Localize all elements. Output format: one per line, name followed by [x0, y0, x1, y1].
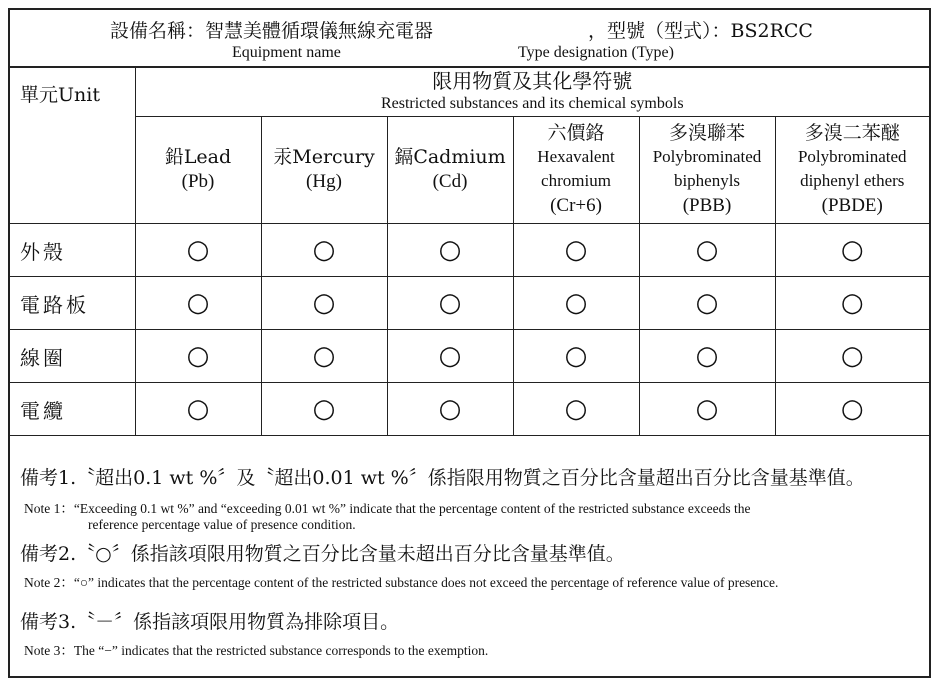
column-symbol: (Cd) [432, 171, 468, 192]
column-lead [135, 117, 261, 224]
restricted-substances-table [10, 66, 929, 436]
column-name-en: Polybrominated diphenyl ethers [797, 147, 907, 190]
column-name-zh: 多溴二苯醚 [804, 122, 900, 144]
column-symbol: (PBB) [682, 195, 732, 216]
compliance-mark: ○ [261, 383, 387, 436]
restricted-substances-header [135, 66, 929, 117]
note-1-en-continued: reference percentage value of presence condition. [88, 517, 356, 532]
column-name-en: Hexavalent chromium [537, 147, 615, 190]
compliance-mark: ○ [513, 224, 639, 277]
compliance-mark: ○ [387, 330, 513, 383]
column-symbol: (Pb) [181, 171, 215, 192]
unit-label: 電路板 [10, 277, 135, 330]
compliance-mark: ○ [513, 383, 639, 436]
compliance-mark: ○ [261, 330, 387, 383]
compliance-mark: ○ [775, 330, 929, 383]
compliance-mark: ○ [775, 277, 929, 330]
compliance-mark: ○ [775, 224, 929, 277]
compliance-mark: ○ [387, 277, 513, 330]
compliance-mark: ○ [261, 224, 387, 277]
compliance-mark: ○ [387, 224, 513, 277]
column-pbde [775, 117, 929, 224]
unit-header: 單元Unit [10, 66, 135, 224]
type-designation-en: Type designation (Type) [518, 44, 674, 61]
column-name: 鉛Lead [164, 146, 232, 168]
equipment-name-en: Equipment name [232, 44, 341, 61]
note-2-zh: 備考2.〝○〞係指該項限用物質之百分比含量未超出百分比含量基準值。 [20, 543, 625, 565]
compliance-mark: ○ [639, 383, 775, 436]
equipment-name-zh: 設備名稱：智慧美體循環儀無線充電器 [110, 20, 434, 42]
compliance-mark: ○ [513, 277, 639, 330]
note-3-zh: 備考3.〝－〞係指該項限用物質為排除項目。 [20, 611, 400, 633]
note-1-en: Note 1：“Exceeding 0.1 wt %” and “exceeding 0.01 wt %” indicate that the percentage content of the restricted substance exceeds the [24, 501, 751, 516]
compliance-mark: ○ [261, 277, 387, 330]
table-row [10, 224, 929, 277]
note-3-en: Note 3：The “−” indicates that the restricted substance corresponds to the exemption. [24, 643, 489, 658]
compliance-mark: ○ [775, 383, 929, 436]
compliance-mark: ○ [135, 383, 261, 436]
unit-label: 線圈 [10, 330, 135, 383]
compliance-mark: ○ [639, 330, 775, 383]
rohs-declaration-sheet [8, 8, 931, 678]
column-name: 汞Mercury [273, 146, 375, 168]
equipment-header [10, 10, 929, 68]
note-2-en: Note 2：“○” indicates that the percentage content of the restricted substance does not exceed the percentage of reference value of presence. [24, 575, 779, 590]
compliance-mark: ○ [513, 330, 639, 383]
compliance-mark: ○ [639, 224, 775, 277]
table-row [10, 383, 929, 436]
table-row [10, 330, 929, 383]
restricted-substances-zh: 限用物質及其化學符號 [432, 69, 633, 93]
column-cadmium [387, 117, 513, 224]
column-symbol: (Hg) [306, 171, 342, 192]
note-1-zh: 備考1.〝超出0.1 wt %〞及〝超出0.01 wt %〞係指限用物質之百分比含量超出百分比含量基準值。 [20, 467, 865, 489]
restricted-substances-en: Restricted substances and its chemical symbols [380, 95, 684, 112]
column-symbol: (Cr+6) [550, 195, 602, 216]
compliance-mark: ○ [387, 383, 513, 436]
compliance-mark: ○ [135, 277, 261, 330]
unit-label: 外殼 [10, 224, 135, 277]
column-symbol: (PBDE) [821, 195, 883, 216]
table-row [10, 277, 929, 330]
model-designation: ，型號（型式）：BS2RCC [588, 20, 813, 42]
column-name-en: Polybrominated biphenyls [652, 147, 762, 190]
column-hexavalent-chromium [513, 117, 639, 224]
column-name-zh: 多溴聯苯 [668, 122, 745, 144]
compliance-mark: ○ [135, 330, 261, 383]
compliance-mark: ○ [135, 224, 261, 277]
compliance-mark: ○ [639, 277, 775, 330]
column-pbb [639, 117, 775, 224]
column-name: 鎘Cadmium [394, 146, 506, 168]
column-mercury [261, 117, 387, 224]
column-name-zh: 六價鉻 [547, 122, 605, 144]
unit-label: 電纜 [10, 383, 135, 436]
